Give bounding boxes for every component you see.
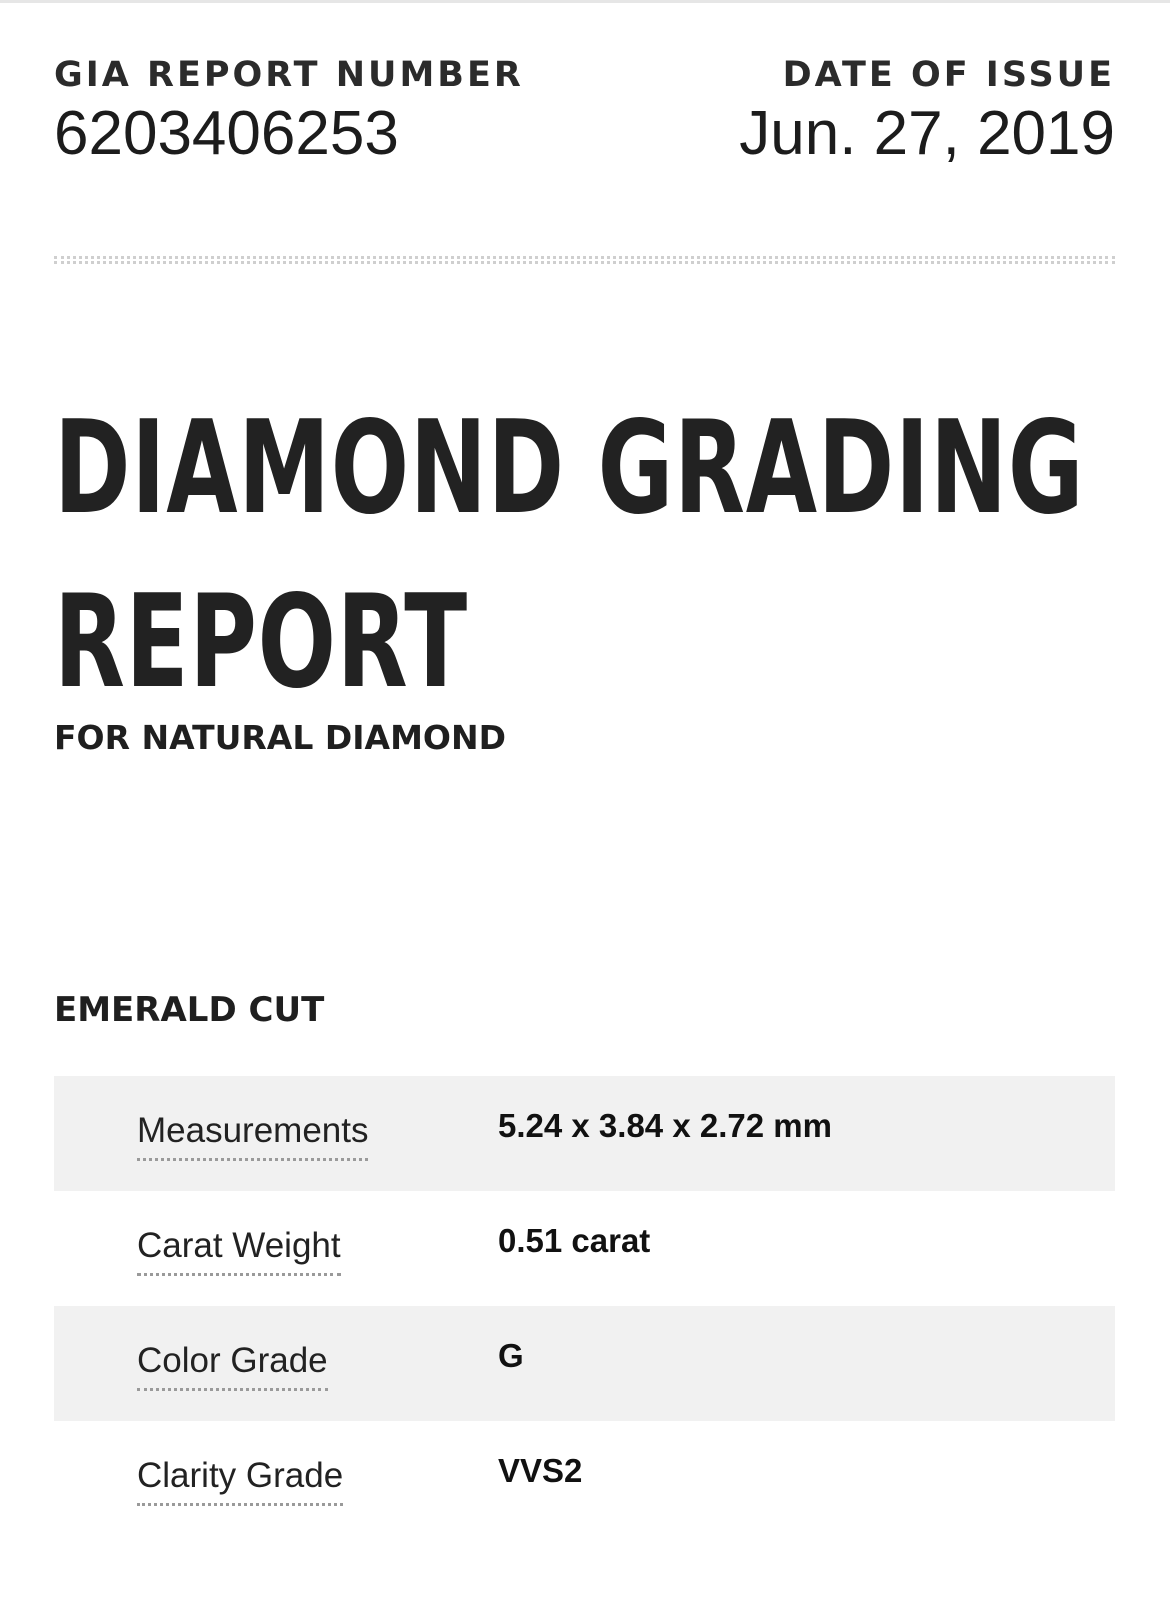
spec-label-measurements[interactable]: Measurements: [137, 1110, 368, 1161]
spec-value-carat-weight: 0.51 carat: [498, 1222, 651, 1259]
report-number-value: 6203406253: [54, 99, 399, 168]
page-subtitle: FOR NATURAL DIAMOND: [54, 718, 506, 757]
date-of-issue-label: DATE OF ISSUE: [782, 55, 1115, 95]
page-title-line-1: DIAMOND GRADING: [54, 394, 1085, 543]
spec-label-carat-weight[interactable]: Carat Weight: [137, 1225, 341, 1276]
spec-value-clarity-grade: VVS2: [498, 1452, 583, 1489]
page-title: [54, 382, 1085, 730]
spec-label-color-grade[interactable]: Color Grade: [137, 1340, 328, 1391]
report-number-label: GIA REPORT NUMBER: [54, 55, 524, 95]
date-of-issue-block: [739, 55, 1115, 169]
cut-label: EMERALD CUT: [54, 990, 325, 1030]
report-number-block: [54, 55, 524, 169]
top-rule: [0, 0, 1170, 3]
page-title-line-2: REPORT: [54, 568, 468, 717]
spec-table: [54, 1076, 1115, 1536]
spec-value-measurements: 5.24 x 3.84 x 2.72 mm: [498, 1107, 832, 1144]
spec-row-color-grade: [54, 1306, 1115, 1421]
spec-row-clarity-grade: [54, 1421, 1115, 1536]
dotted-divider: [54, 256, 1115, 264]
spec-row-measurements: [54, 1076, 1115, 1191]
date-of-issue-value: Jun. 27, 2019: [739, 99, 1115, 168]
spec-row-carat-weight: [54, 1191, 1115, 1306]
spec-value-color-grade: G: [498, 1337, 524, 1374]
spec-label-clarity-grade[interactable]: Clarity Grade: [137, 1455, 343, 1506]
